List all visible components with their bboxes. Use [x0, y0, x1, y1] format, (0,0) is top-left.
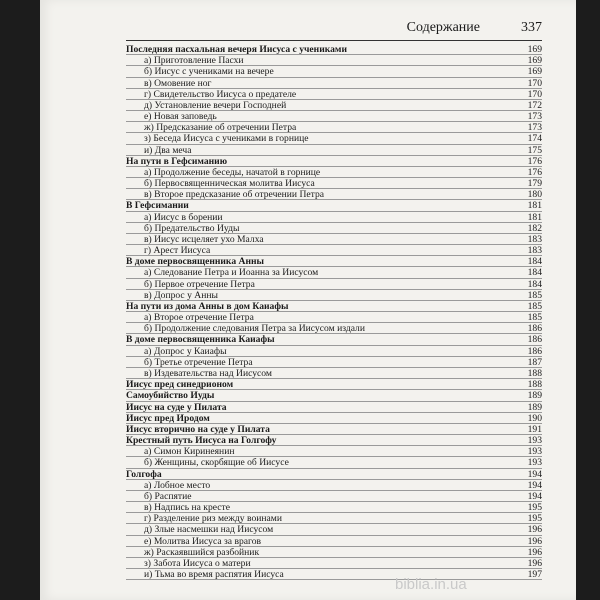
toc-entry-page: 183 — [527, 233, 542, 245]
toc-entry-page: 186 — [527, 323, 542, 335]
toc-section-row — [126, 402, 542, 413]
toc-section-row — [126, 44, 542, 55]
toc-subsection-row — [126, 122, 542, 133]
toc-entry-title: г) Разделение риз между воинами — [144, 513, 282, 525]
toc-subsection-row — [126, 357, 542, 368]
toc-subsection-row — [126, 368, 542, 379]
toc-entry-page: 184 — [527, 278, 542, 290]
toc-entry-page: 186 — [527, 345, 542, 357]
toc-entry-title: Последняя пасхальная вечеря Иисуса с учениками — [126, 44, 347, 55]
toc-entry-page: 195 — [527, 502, 542, 514]
toc-entry-title: и) Тьма во время распятия Иисуса — [144, 569, 284, 581]
toc-subsection-row — [126, 569, 542, 580]
toc-entry-title: и) Два меча — [144, 144, 192, 156]
toc-entry-title: в) Надпись на кресте — [144, 502, 230, 514]
toc-entry-title: Иисус пред Иродом — [126, 412, 210, 424]
toc-entry-title: На пути из дома Анны в дом Каиафы — [126, 300, 289, 312]
toc-entry-title: в) Второе предсказание об отречении Петра — [144, 189, 325, 201]
toc-entry-title: Иисус пред синедрионом — [126, 379, 234, 391]
toc-entry-page: 176 — [527, 155, 542, 167]
toc-entry-page: 185 — [527, 289, 542, 301]
toc-subsection-row — [126, 89, 542, 100]
toc-entry-title: в) Иисус исцеляет ухо Малха — [144, 233, 264, 245]
toc-entry-title: Иисус на суде у Пилата — [126, 401, 227, 413]
toc-entry-title: а) Допрос у Каиафы — [144, 345, 227, 357]
toc-section-row — [126, 200, 542, 211]
toc-subsection-row — [126, 245, 542, 256]
toc-subsection-row — [126, 513, 542, 524]
toc-entry-page: 194 — [527, 490, 542, 502]
toc-subsection-row — [126, 502, 542, 513]
toc-subsection-row — [126, 536, 542, 547]
header-rule — [126, 40, 542, 41]
watermark: biblia.in.ua — [395, 576, 467, 593]
toc-section-row — [126, 435, 542, 446]
toc-section-row — [126, 379, 542, 390]
toc-entry-page: 197 — [527, 569, 542, 581]
toc-entry-title: Голгофа — [126, 468, 162, 480]
page-number: 337 — [521, 20, 542, 35]
toc-subsection-row — [126, 480, 542, 491]
page-header — [126, 18, 542, 42]
toc-entry-page: 179 — [527, 178, 542, 190]
toc-subsection-row — [126, 178, 542, 189]
toc-subsection-row — [126, 290, 542, 301]
toc-entry-page: 193 — [527, 457, 542, 469]
toc-entry-title: Самоубийство Иуды — [126, 390, 215, 402]
toc-entry-title: ж) Раскаявшийся разбойник — [144, 546, 260, 558]
toc-entry-page: 183 — [527, 245, 542, 257]
toc-entry-page: 186 — [527, 334, 542, 346]
toc-entry-page: 194 — [527, 479, 542, 491]
toc-section-row — [126, 413, 542, 424]
toc-entry-title: д) Злые насмешки над Иисусом — [144, 524, 274, 536]
toc-subsection-row — [126, 279, 542, 290]
toc-entry-page: 170 — [527, 88, 542, 100]
toc-entry-title: б) Иисус с учениками на вечере — [144, 66, 274, 78]
toc-entry-page: 188 — [527, 379, 542, 391]
toc-entry-title: е) Молитва Иисуса за врагов — [144, 535, 262, 547]
toc-section-row — [126, 469, 542, 480]
toc-subsection-row — [126, 189, 542, 200]
toc-entry-title: а) Симон Киринеянин — [144, 446, 235, 458]
toc-subsection-row — [126, 223, 542, 234]
toc-entry-page: 190 — [527, 412, 542, 424]
toc-entry-page: 188 — [527, 367, 542, 379]
toc-entry-title: а) Следование Петра и Иоанна за Иисусом — [144, 267, 319, 279]
toc-entry-title: а) Продолжение беседы, начатой в горнице — [144, 166, 321, 178]
toc-section-row — [126, 156, 542, 167]
toc-entry-title: а) Иисус в борении — [144, 211, 223, 223]
toc-subsection-row — [126, 167, 542, 178]
toc-subsection-row — [126, 524, 542, 535]
toc-entry-page: 196 — [527, 546, 542, 558]
toc-entry-title: На пути в Гефсиманию — [126, 155, 228, 167]
toc-entry-page: 181 — [527, 211, 542, 223]
toc-entry-page: 196 — [527, 524, 542, 536]
toc-entry-title: з) Беседа Иисуса с учениками в горнице — [144, 133, 309, 145]
toc-entry-title: г) Свидетельство Иисуса о предателе — [144, 88, 297, 100]
toc-section-row — [126, 256, 542, 267]
toc-entry-page: 173 — [527, 111, 542, 123]
toc-entry-page: 181 — [527, 200, 542, 212]
toc-entry-title: б) Продолжение следования Петра за Иисусом издали — [144, 323, 365, 335]
toc-entry-title: В доме первосвященника Каиафы — [126, 334, 275, 346]
toc-entry-page: 174 — [527, 133, 542, 145]
toc-subsection-row — [126, 100, 542, 111]
toc-entry-page: 193 — [527, 446, 542, 458]
toc-entry-title: Крестный путь Иисуса на Голгофу — [126, 435, 277, 447]
toc-entry-title: а) Лобное место — [144, 479, 211, 491]
toc-subsection-row — [126, 323, 542, 334]
toc-entry-title: в) Допрос у Анны — [144, 289, 218, 301]
toc-entry-title: б) Женщины, скорбящие об Иисусе — [144, 457, 289, 469]
toc-section-row — [126, 301, 542, 312]
toc-entry-title: е) Новая заповедь — [144, 111, 217, 123]
toc-subsection-row — [126, 145, 542, 156]
book-page — [40, 0, 576, 600]
toc-entry-page: 185 — [527, 312, 542, 324]
toc-subsection-row — [126, 491, 542, 502]
toc-entry-page: 184 — [527, 267, 542, 279]
toc-entry-page: 169 — [527, 44, 542, 55]
toc-entry-page: 175 — [527, 144, 542, 156]
toc-entry-title: г) Арест Иисуса — [144, 245, 211, 257]
toc-subsection-row — [126, 267, 542, 278]
toc-entry-title: а) Приготовление Пасхи — [144, 55, 244, 67]
toc-subsection-row — [126, 346, 542, 357]
toc-entry-page: 173 — [527, 122, 542, 134]
toc-entry-page: 182 — [527, 222, 542, 234]
toc-entry-page: 176 — [527, 166, 542, 178]
toc-section-row — [126, 424, 542, 435]
toc-entry-page: 184 — [527, 256, 542, 268]
toc-entry-title: В доме первосвященника Анны — [126, 256, 264, 268]
toc-subsection-row — [126, 234, 542, 245]
toc-entry-page: 196 — [527, 557, 542, 569]
toc-entry-title: б) Первосвященническая молитва Иисуса — [144, 178, 315, 190]
toc-entry-title: б) Третье отречение Петра — [144, 356, 253, 368]
toc-entry-page: 195 — [527, 513, 542, 525]
toc-entry-page: 189 — [527, 401, 542, 413]
running-title: Содержание — [406, 20, 480, 35]
toc-entry-page: 169 — [527, 66, 542, 78]
toc-subsection-row — [126, 446, 542, 457]
toc-section-row — [126, 390, 542, 401]
toc-entry-page: 180 — [527, 189, 542, 201]
toc-subsection-row — [126, 212, 542, 223]
toc-entry-title: а) Второе отречение Петра — [144, 312, 254, 324]
toc-entry-page: 189 — [527, 390, 542, 402]
toc-entry-title: В Гефсимании — [126, 200, 189, 212]
toc-section-row — [126, 334, 542, 345]
toc-entry-page: 185 — [527, 300, 542, 312]
toc-subsection-row — [126, 133, 542, 144]
toc-subsection-row — [126, 55, 542, 66]
toc-subsection-row — [126, 547, 542, 558]
toc-subsection-row — [126, 457, 542, 468]
toc-entry-title: Иисус вторично на суде у Пилата — [126, 423, 270, 435]
toc-entry-title: б) Распятие — [144, 490, 192, 502]
toc-entry-title: б) Первое отречение Петра — [144, 278, 255, 290]
toc-entry-page: 191 — [527, 423, 542, 435]
toc-entry-page: 169 — [527, 55, 542, 67]
toc-entry-title: д) Установление вечери Господней — [144, 99, 287, 111]
toc-subsection-row — [126, 558, 542, 569]
toc-entry-title: б) Предательство Иуды — [144, 222, 240, 234]
toc-subsection-row — [126, 312, 542, 323]
toc-entry-page: 170 — [527, 77, 542, 89]
toc-entry-title: ж) Предсказание об отречении Петра — [144, 122, 297, 134]
toc-subsection-row — [126, 66, 542, 77]
toc-entry-page: 196 — [527, 535, 542, 547]
toc-entry-page: 172 — [527, 99, 542, 111]
toc-entry-page: 187 — [527, 356, 542, 368]
toc-entry-title: з) Забота Иисуса о матери — [144, 557, 251, 569]
table-of-contents — [126, 44, 542, 580]
toc-subsection-row — [126, 111, 542, 122]
toc-entry-title: в) Издевательства над Иисусом — [144, 367, 272, 379]
toc-entry-page: 193 — [527, 435, 542, 447]
toc-entry-page: 194 — [527, 468, 542, 480]
toc-entry-title: в) Омовение ног — [144, 77, 212, 89]
toc-subsection-row — [126, 78, 542, 89]
